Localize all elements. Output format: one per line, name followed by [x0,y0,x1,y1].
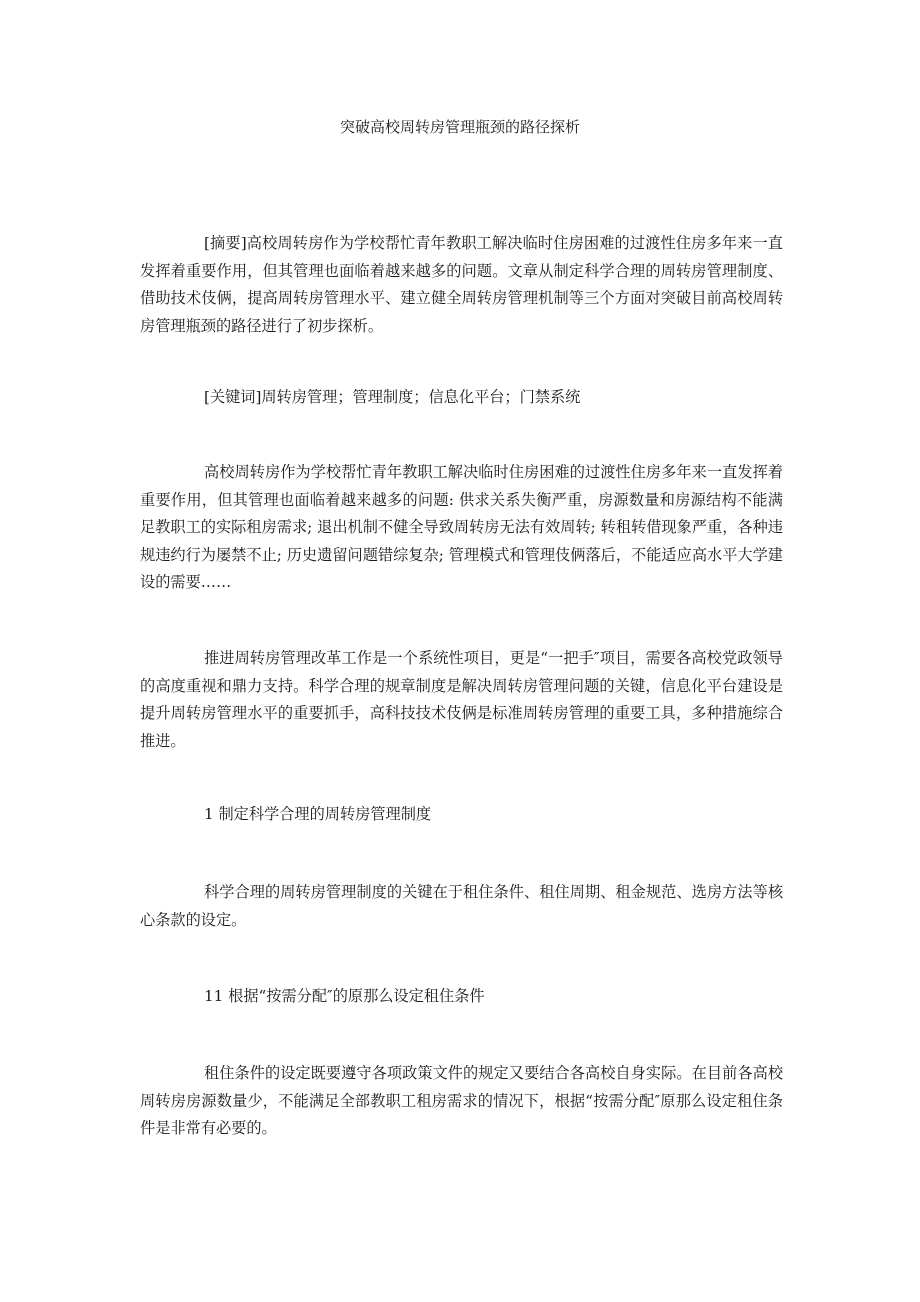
section-heading-1: 1 制定科学合理的周转房管理制度 [204,805,432,823]
section-heading-1-1: 11 根据“按需分配″的原那么设定租住条件 [204,987,485,1005]
section-1-1-paragraph: 租住条件的设定既要遵守各项政策文件的规定又要结合各高校自身实际。在目前各高校周转房房源数量少，不能满足全部教职工租房需求的情况下，根据“按需分配″原那么设定租住条件是非常有必要的。 [140,1064,783,1137]
abstract-paragraph: [摘要]高校周转房作为学校帮忙青年教职工解决临时住房困难的过渡性住房多年来一直发挥着重要作用，但其管理也面临着越来越多的问题。文章从制定科学合理的周转房管理制度、借助技术伎俩，提高周转房管理水平、建立健全周转房管理机制等三个方面对突破目前高校周转房管理瓶颈的路径进行了初步探析。 [140,234,783,335]
section-1-paragraph: 科学合理的周转房管理制度的关键在于租住条件、租住周期、租金规范、选房方法等核心条款的设定。 [140,883,783,929]
reform-paragraph: 推进周转房管理改革工作是一个系统性项目，更是“一把手″项目，需要各高校党政领导的高度重视和鼎力支持。科学合理的规章制度是解决周转房管理问题的关键，信息化平台建设是提升周转房管理水平的重要抓手，高科技技术伎俩是标准周转房管理的重要工具，多种措施综合推进。 [140,649,783,750]
keywords-paragraph: [关键词]周转房管理；管理制度；信息化平台；门禁系统 [204,388,581,406]
document-title: 突破高校周转房管理瓶颈的路径探析 [339,118,580,136]
intro-paragraph: 高校周转房作为学校帮忙青年教职工解决临时住房困难的过渡性住房多年来一直发挥着重要作用，但其管理也面临着越来越多的问题: 供求关系失衡严重，房源数量和房源结构不能满足教职工的实际租房需求; 退出机制不健全导致周转房无法有效周转; 转租转借现象严重，各种违规违约行为屡禁不止; 历史遗留问题错综复杂; 管理模式和管理伎俩落后，不能适应高水平大学建设的需要…… [140,463,783,591]
